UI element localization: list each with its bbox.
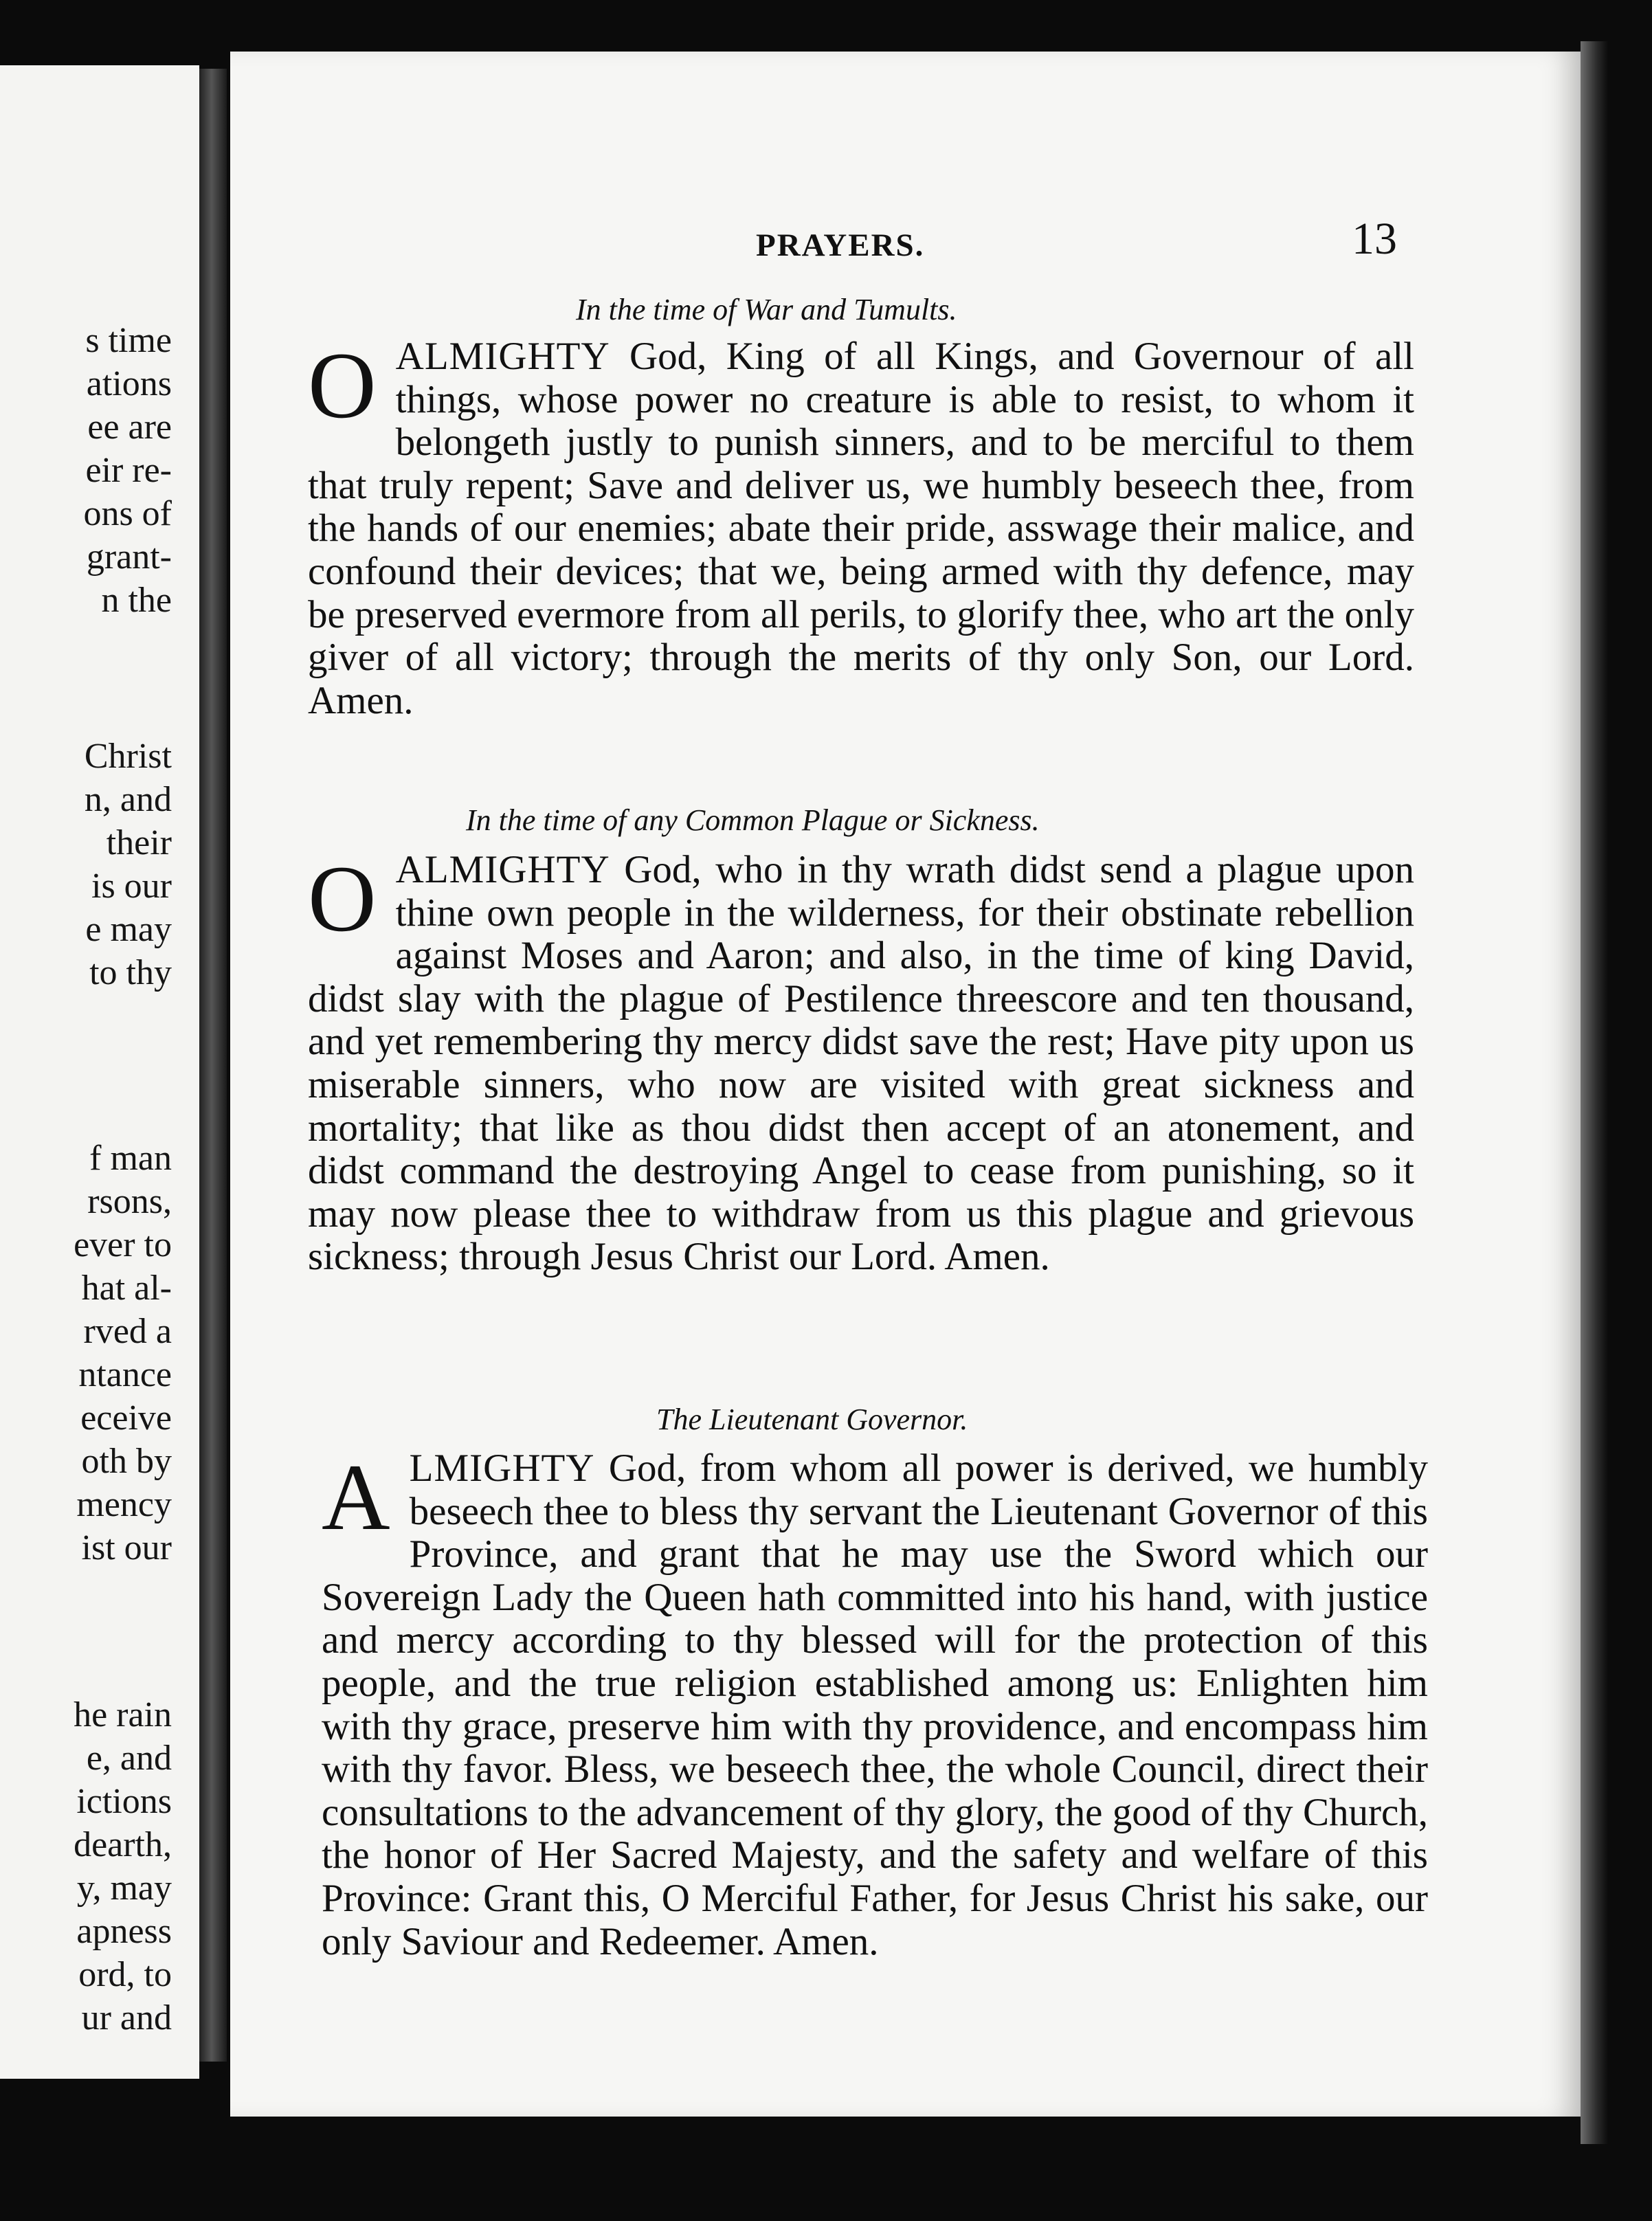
- left-facing-page: [0, 65, 199, 2079]
- section-heading-war: In the time of War and Tumults.: [576, 293, 957, 326]
- prayer-opening-caps: LMIGHTY: [409, 1447, 595, 1490]
- left-page-line: ntance: [78, 1355, 172, 1394]
- left-page-line: rsons,: [87, 1182, 172, 1221]
- prayer-opening-caps: ALMIGHTY: [395, 848, 610, 891]
- left-page-line: to thy: [89, 953, 172, 992]
- left-page-line: ee are: [87, 408, 172, 447]
- left-page-line: is our: [91, 867, 172, 906]
- left-page-line: ord, to: [78, 1955, 172, 1994]
- left-page-line: grant-: [86, 537, 172, 577]
- page-number: 13: [1352, 214, 1397, 264]
- prayer-text: God, from whom all power is derived, we humbly beseech thee to bless thy servant the Lieutenant Governor of this Province, and grant that he may use the Sword which our Sovereign Lady the Queen hath committed into his hand, with justice and mercy according to thy blessed will for the protection of this people, and the true religion established among us: Enlighten him with thy grace, preserve him with thy providence, and encompass him with thy favor. Bless, we beseech thee, the whole Council, direct their consultations to the advancement of thy glory, the good of thy Church, the honor of Her Sacred Majesty, and the safety and welfare of this Province: Grant this, O Merciful Father, for Jesus Christ his sake, our only Saviour and Redeemer. Amen.: [322, 1447, 1428, 1963]
- book-gutter: [199, 69, 227, 2062]
- left-page-line: eceive: [80, 1398, 172, 1438]
- left-page-line: ever to: [74, 1225, 172, 1264]
- page-edge: [1581, 41, 1608, 2144]
- prayer-text: God, King of all Kings, and Governour of all things, whose power no creature is able to resist, to whom it belongeth justly to punish sinners, and to be merciful to them that truly repent; Save and deliver us, we humbly beseech thee, from the hands of our enemies; abate their pride, asswage their malice, and confound their devices; that we, being armed with thy defence, may be preserved evermore from all perils, to glorify thee, who art the only giver of all victory; through the merits of thy only Son, our Lord. Amen.: [308, 335, 1414, 722]
- left-page-line: dearth,: [74, 1825, 172, 1864]
- running-title: PRAYERS.: [756, 227, 925, 263]
- section-heading-lieutenant-governor: The Lieutenant Governor.: [656, 1403, 968, 1436]
- prayer-lieutenant-governor: [322, 1444, 1428, 1963]
- left-page-line: ations: [86, 364, 172, 403]
- left-page-line: ons of: [83, 494, 172, 533]
- left-page-line: n the: [101, 581, 172, 620]
- section-heading-plague: In the time of any Common Plague or Sickness.: [466, 803, 1040, 837]
- left-page-line: rved a: [83, 1312, 172, 1351]
- left-page-line: ist our: [81, 1528, 172, 1567]
- drop-cap: O: [308, 333, 377, 438]
- left-page-line: he rain: [74, 1695, 172, 1734]
- left-page-line: ur and: [81, 1998, 172, 2038]
- left-page-line: oth by: [81, 1442, 172, 1481]
- left-page-line: ictions: [76, 1782, 172, 1821]
- left-page-line: f man: [89, 1139, 172, 1178]
- prayer-opening-caps: ALMIGHTY: [395, 335, 610, 378]
- left-page-line: e, and: [86, 1739, 172, 1778]
- left-page-line: y, may: [76, 1868, 172, 1908]
- left-page-line: mency: [76, 1485, 172, 1524]
- left-page-line: eir re-: [85, 451, 172, 490]
- prayer-plague-or-sickness: [308, 846, 1414, 1279]
- drop-cap: O: [308, 846, 377, 951]
- drop-cap: A: [322, 1444, 390, 1550]
- left-page-line: their: [106, 823, 172, 862]
- left-page-line: apness: [76, 1912, 172, 1951]
- left-page-line: e may: [85, 910, 172, 949]
- left-page-line: Christ: [84, 737, 172, 776]
- prayer-text: God, who in thy wrath didst send a plague upon thine own people in the wilderness, for their obstinate rebellion against Moses and Aaron; and also, in the time of king David, didst slay with the plague of Pestilence threescore and ten thousand, and yet remembering thy mercy didst save the rest; Have pity upon us miserable sinners, who now are visited with great sickness and mortality; that like as thou didst then accept of an atonement, and didst command the destroying Angel to cease from punishing, so it may now please thee to withdraw from us this plague and grievous sickness; through Jesus Christ our Lord. Amen.: [308, 848, 1414, 1279]
- left-page-line: hat al-: [81, 1269, 172, 1308]
- prayer-war-and-tumults: [308, 335, 1414, 722]
- left-page-line: n, and: [84, 780, 172, 819]
- left-page-line: s time: [85, 321, 172, 360]
